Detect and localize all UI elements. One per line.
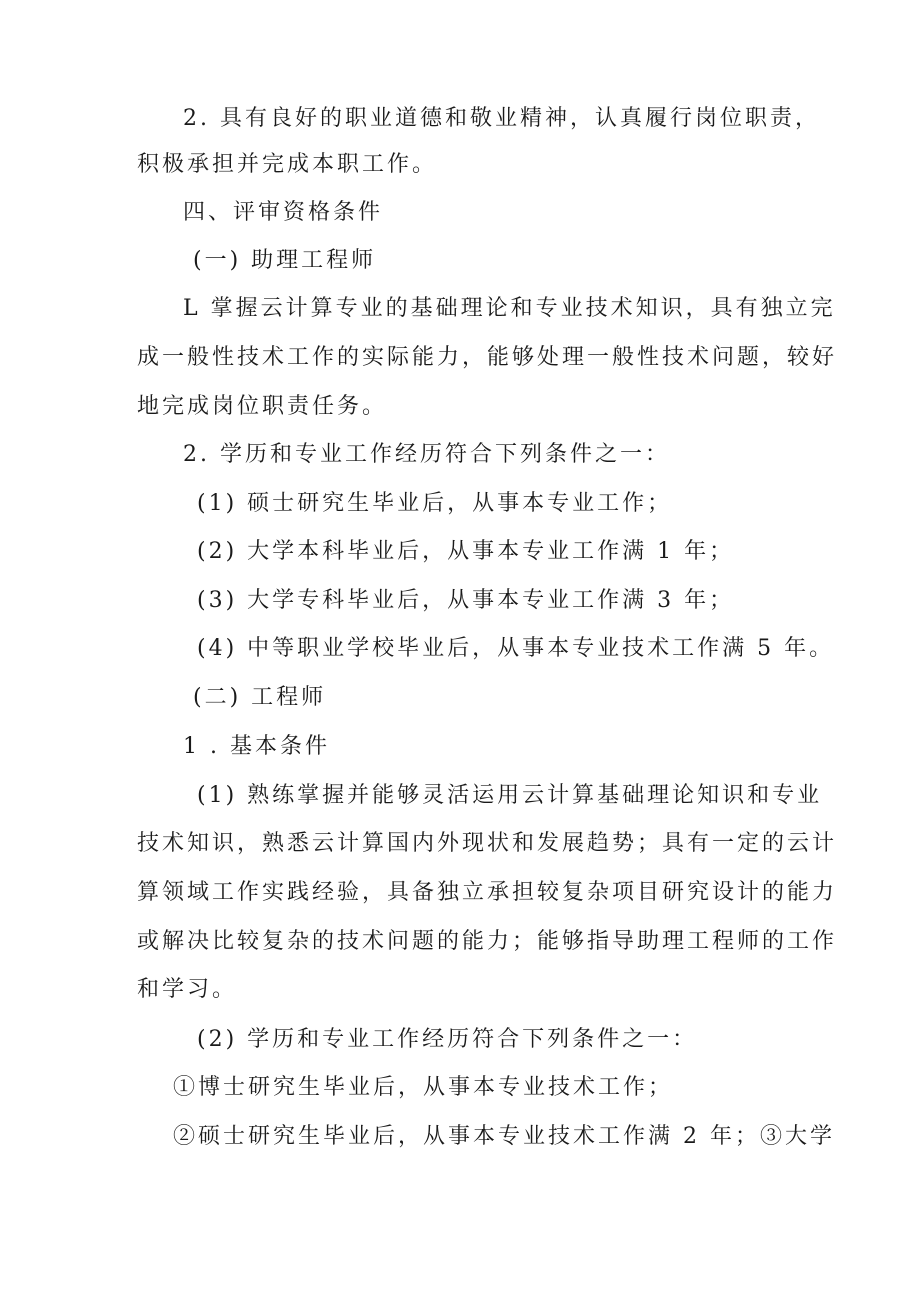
paragraph-line: 或解决比较复杂的技术问题的能力；能够指导助理工程师的工作	[137, 929, 838, 954]
paragraph-line: 2. 学历和专业工作经历符合下列条件之一：	[183, 442, 670, 467]
list-item: (2) 大学本科毕业后，从事本专业工作满 1 年；	[197, 539, 735, 564]
subsection-heading: (一) 助理工程师	[193, 248, 377, 273]
subsection-heading: (二) 工程师	[193, 685, 327, 710]
paragraph-line: L 掌握云计算专业的基础理论和专业技术知识，具有独立完	[183, 296, 836, 321]
section-heading: 四、评审资格条件	[183, 200, 384, 225]
paragraph-line: 积极承担并完成本职工作。	[137, 152, 438, 177]
paragraph-line: 地完成岗位职责任务。	[137, 394, 388, 419]
paragraph-line: 和学习。	[137, 977, 238, 1002]
list-item: (4) 中等职业学校毕业后，从事本专业技术工作满 5 年。	[197, 636, 835, 661]
paragraph-line: 2. 具有良好的职业道德和敬业精神，认真履行岗位职责，	[183, 106, 820, 131]
paragraph-line: 算领域工作实践经验，具备独立承担较复杂项目研究设计的能力	[137, 880, 838, 905]
paragraph-line: (2) 学历和专业工作经历符合下列条件之一：	[197, 1027, 698, 1052]
paragraph-line: (1) 熟练掌握并能够灵活运用云计算基础理论知识和专业	[197, 783, 823, 808]
list-item: (3) 大学专科毕业后，从事本专业工作满 3 年；	[197, 588, 735, 613]
paragraph-line: 技术知识，熟悉云计算国内外现状和发展趋势；具有一定的云计	[137, 831, 838, 856]
paragraph-line: 成一般性技术工作的实际能力，能够处理一般性技术问题，较好	[137, 345, 838, 370]
paragraph-line: 1 . 基本条件	[183, 734, 330, 759]
list-item: (1) 硕士研究生毕业后，从事本专业工作；	[197, 491, 673, 516]
list-item: ①博士研究生毕业后，从事本专业技术工作；	[173, 1075, 674, 1100]
list-item: ②硕士研究生毕业后，从事本专业技术工作满 2 年；③大学	[173, 1124, 835, 1149]
